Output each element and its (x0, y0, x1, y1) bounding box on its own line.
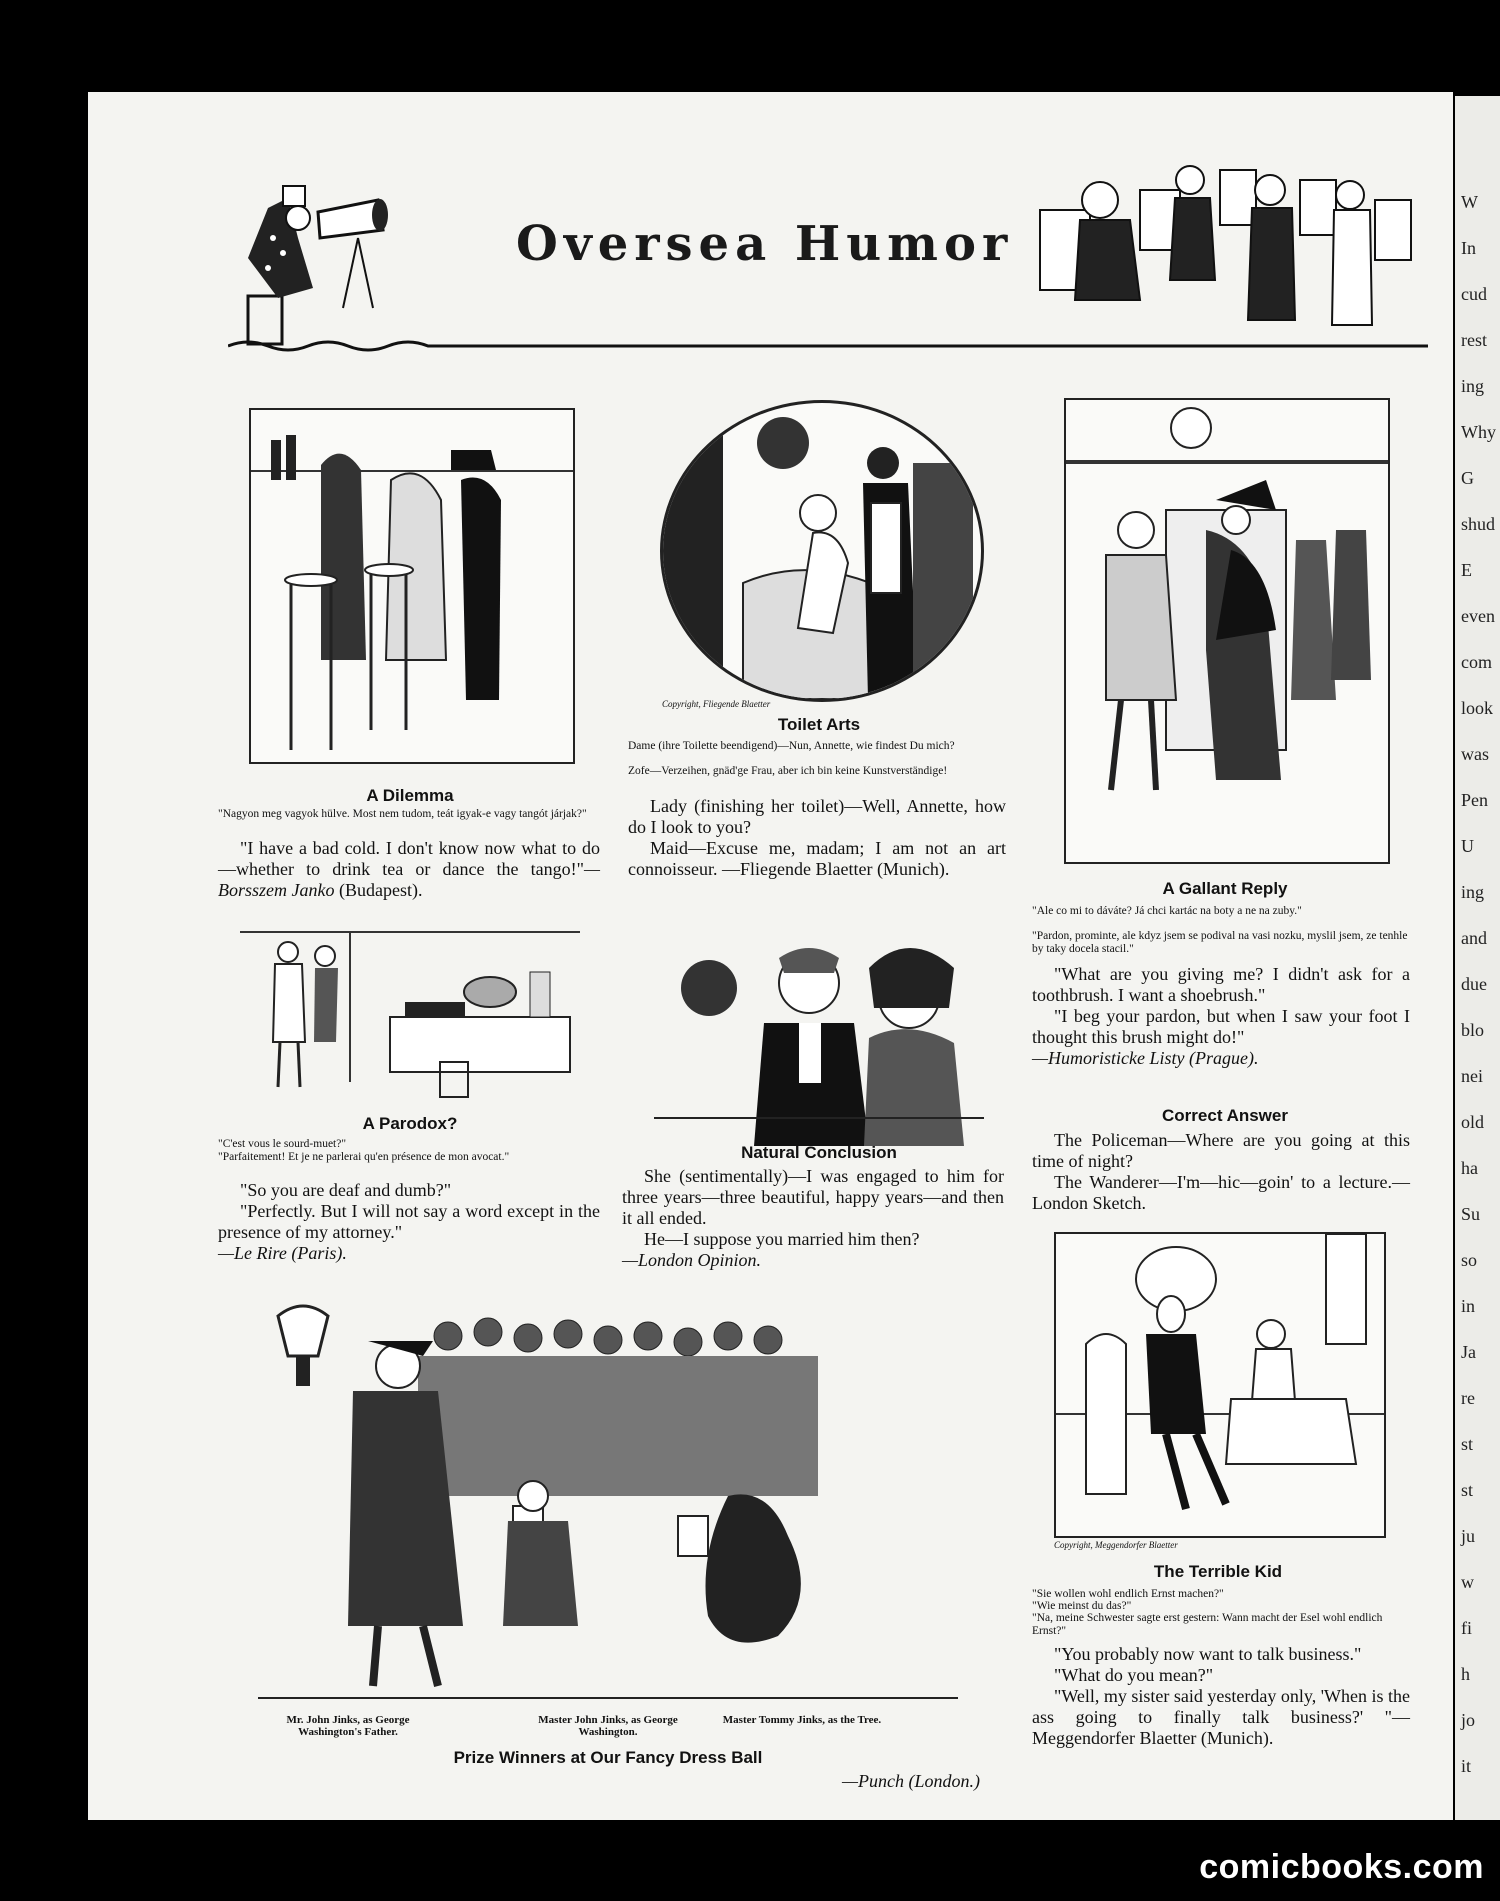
prize-winners-source: —Punch (London.) (842, 1771, 980, 1791)
uncle-sam-telescope-illustration (228, 178, 478, 346)
parodox-foreign-1: "C'est vous le sourd-muet?" (218, 1138, 347, 1150)
natural-conclusion-illustration (654, 928, 984, 1146)
adjacent-page-fragment: it (1461, 1756, 1472, 1776)
adjacent-page-sliver (1455, 96, 1500, 1820)
toilet-arts-text: Lady (finishing her toilet)—Well, Annette, how do I look to you? Maid—Excuse me, madam; I am not an art connoisseur. —Fliegende Blaetter (Munich). (628, 796, 1006, 879)
adjacent-page-fragment: U (1461, 836, 1474, 856)
adjacent-page-fragment: w (1461, 1572, 1474, 1592)
adjacent-page-fragment: ju (1461, 1526, 1476, 1546)
adjacent-page-fragment: Why (1461, 422, 1496, 442)
dilemma-illustration (249, 408, 575, 764)
adjacent-page-fragment: blo (1461, 1020, 1485, 1040)
adjacent-page-fragment: look (1461, 698, 1494, 718)
terrible-kid-title: The Terrible Kid (1153, 1562, 1283, 1581)
adjacent-page-fragment: fi (1461, 1618, 1472, 1638)
adjacent-page-fragment: In (1461, 238, 1476, 258)
dilemma-title: A Dilemma (366, 786, 454, 805)
adjacent-page-fragment: st (1461, 1434, 1474, 1454)
prize-caption-george: Master John Jinks, as George Washington. (538, 1714, 678, 1738)
natural-conclusion-text: She (sentimentally)—I was engaged to him for three years—three beautiful, happy years—and then it all ended. He—I suppose you married him then? —London Opinion. (622, 1166, 1004, 1270)
adjacent-page-fragment: rest (1461, 330, 1487, 350)
adjacent-page-fragment: so (1461, 1250, 1478, 1270)
adjacent-page-fragment: jo (1461, 1710, 1476, 1730)
adjacent-page-fragment: shud (1461, 514, 1496, 534)
adjacent-page-fragment: Pen (1461, 790, 1488, 810)
adjacent-page-fragment: cud (1461, 284, 1487, 304)
adjacent-page-fragment: W (1461, 192, 1478, 212)
adjacent-page-fragment: com (1461, 652, 1492, 672)
gallant-reply-text: "What are you giving me? I didn't ask for a toothbrush. I want a shoebrush." "I beg your pardon, but when I saw your foot I thought this brush might do!" —Humoristicke Listy (Prague). (1032, 964, 1410, 1068)
adjacent-page-fragment: in (1461, 1296, 1476, 1316)
adjacent-page-fragment: G (1461, 468, 1474, 488)
adjacent-page-fragment: nei (1461, 1066, 1483, 1086)
toilet-arts-foreign-1: Dame (ihre Toilette beendigend)—Nun, Annette, wie findest Du mich? (628, 740, 955, 752)
adjacent-page-fragment: h (1461, 1664, 1470, 1684)
banner-ground-line (228, 336, 1428, 354)
adjacent-page-fragment: ing (1461, 882, 1485, 902)
adjacent-page-fragment: ing (1461, 376, 1485, 396)
adjacent-page-fragment: re (1461, 1388, 1475, 1408)
foreign-newsboys-illustration (1020, 150, 1430, 350)
gallant-reply-title: A Gallant Reply (1162, 879, 1288, 898)
prize-caption-father: Mr. John Jinks, as George Washington's Father. (286, 1714, 410, 1738)
adjacent-page-fragment: old (1461, 1112, 1485, 1132)
watermark: comicbooks.com (1199, 1848, 1484, 1886)
terrible-kid-foreign-3: "Na, meine Schwester sagte erst gestern: Wann macht der Esel wohl endlich Ernst?" (1032, 1612, 1383, 1637)
toilet-arts-copyright: Copyright, Fliegende Blaetter (662, 699, 771, 709)
adjacent-page-fragment: ha (1461, 1158, 1478, 1178)
adjacent-page-fragment: Ja (1461, 1342, 1476, 1362)
correct-answer-text: The Policeman—Where are you going at this time of night? The Wanderer—I'm—hic—goin' to a lecture.—London Sketch. (1032, 1130, 1410, 1213)
correct-answer-title: Correct Answer (1162, 1106, 1288, 1125)
adjacent-page-fragment: was (1461, 744, 1489, 764)
toilet-arts-foreign-2: Zofe—Verzeihen, gnäd'ge Frau, aber ich bin keine Kunstverständige! (628, 765, 948, 777)
gallant-reply-foreign-1: "Ale co mi to dáváte? Já chci kartác na boty a ne na zuby." (1032, 905, 1302, 917)
parodox-title: A Parodox? (362, 1114, 458, 1133)
terrible-kid-foreign-1: "Sie wollen wohl endlich Ernst machen?" (1032, 1588, 1224, 1600)
natural-conclusion-title: Natural Conclusion (741, 1143, 897, 1162)
toilet-arts-illustration (660, 400, 984, 702)
parodox-illustration (240, 922, 580, 1112)
prize-winners-illustration (258, 1296, 958, 1706)
adjacent-page-fragment: due (1461, 974, 1487, 994)
dilemma-foreign-text: "Nagyon meg vagyok hülve. Most nem tudom, teát igyak-e vagy tangót járjak?" (218, 808, 587, 820)
terrible-kid-illustration (1054, 1232, 1386, 1538)
gallant-reply-illustration (1064, 398, 1390, 864)
prize-winners-title: Prize Winners at Our Fancy Dress Ball (453, 1748, 763, 1767)
page-title: Oversea Humor (516, 216, 1014, 272)
toilet-arts-title: Toilet Arts (777, 715, 861, 734)
terrible-kid-foreign-2: "Wie meinst du das?" (1032, 1600, 1132, 1612)
adjacent-page-fragment: Su (1461, 1204, 1481, 1224)
parodox-text: "So you are deaf and dumb?" "Perfectly. But I will not say a word except in the presence of my attorney." —Le Rire (Paris). (218, 1180, 600, 1263)
adjacent-page-fragment: even (1461, 606, 1495, 626)
parodox-foreign-2: "Parfaitement! Et je ne parlerai qu'en présence de mon avocat." (218, 1151, 510, 1163)
dilemma-text: "I have a bad cold. I don't know now what to do—whether to drink tea or dance the tango!"—Borsszem Janko (Budapest). (218, 838, 600, 900)
prize-caption-tree: Master Tommy Jinks, as the Tree. (722, 1714, 882, 1726)
terrible-kid-text: "You probably now want to talk business." "What do you mean?" "Well, my sister said yesterday only, 'When is the ass going to finally talk business?' "—Meggendorfer Blaetter (Munich). (1032, 1644, 1410, 1748)
gallant-reply-foreign-2: "Pardon, prominte, ale kdyz jsem se podival na vasi nozku, myslil jsem, ze tenhle by taky docela stacil." (1032, 930, 1408, 955)
adjacent-page-fragment: and (1461, 928, 1487, 948)
adjacent-page-fragment: st (1461, 1480, 1474, 1500)
terrible-kid-copyright: Copyright, Meggendorfer Blaetter (1054, 1540, 1178, 1550)
adjacent-page-fragment: E (1461, 560, 1472, 580)
